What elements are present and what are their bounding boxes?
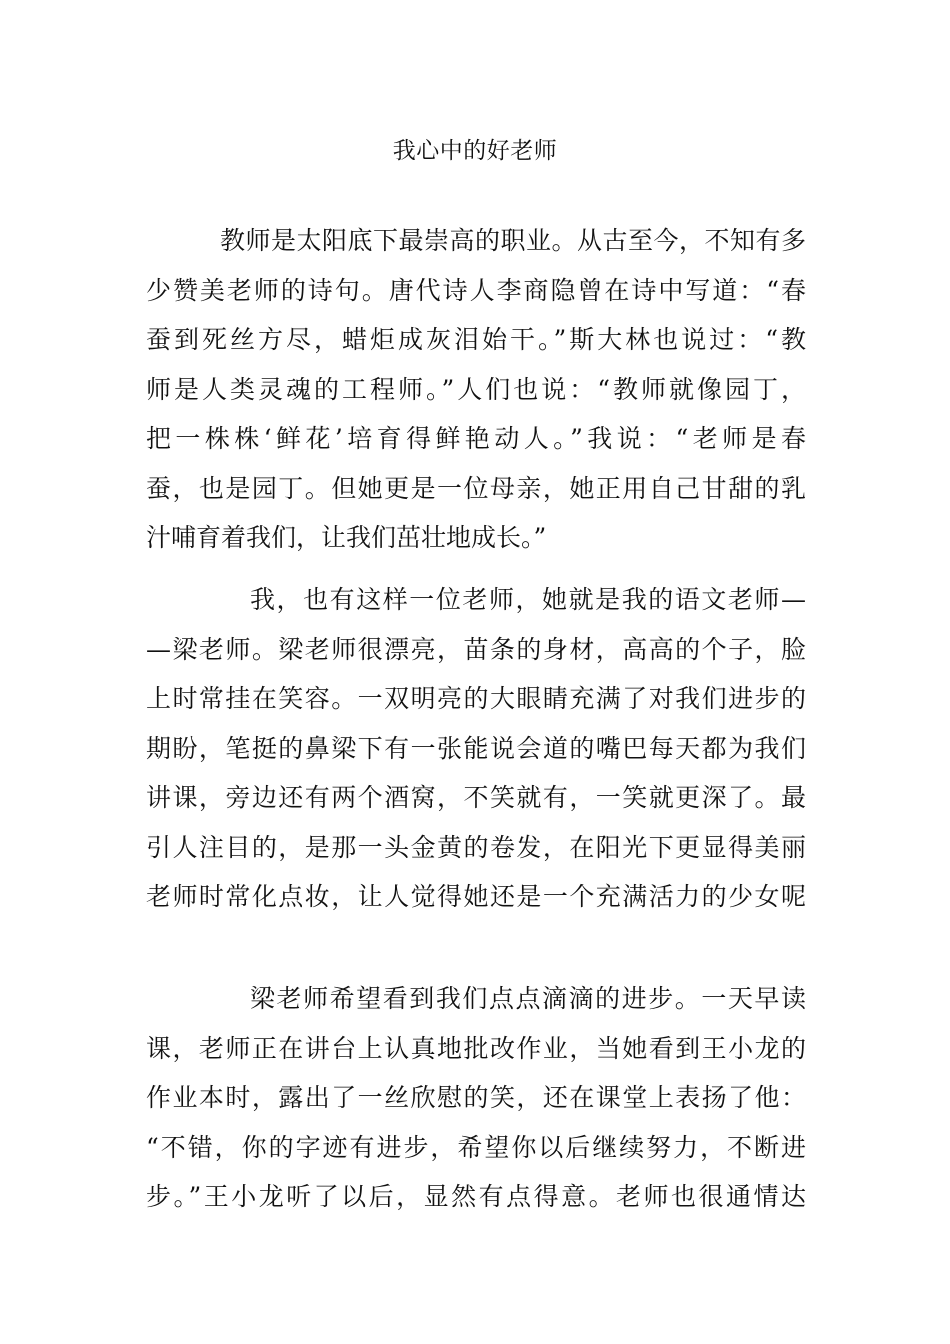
paragraph-line: 少赞美老师的诗句。唐代诗人李商隐曾在诗中写道：“春 <box>146 275 806 305</box>
paragraph-line: 教师是太阳底下最崇高的职业。从古至今，不知有多 <box>220 226 806 255</box>
paragraph-line: 讲课，旁边还有两个酒窝，不笑就有，一笑就更深了。最 <box>146 783 806 812</box>
paragraph-line: 老师时常化点妆，让人觉得她还是一个充满活力的少女呢 <box>146 882 806 911</box>
document-title: 我心中的好老师 <box>392 138 558 164</box>
paragraph-line: 我，也有这样一位老师，她就是我的语文老师— <box>250 585 806 614</box>
paragraph-1 <box>146 216 806 563</box>
paragraph-line: —梁老师。梁老师很漂亮，苗条的身材，高高的个子，脸 <box>146 634 806 664</box>
paragraph-3 <box>146 974 806 1222</box>
paragraph-line: 上时常挂在笑容。一双明亮的大眼睛充满了对我们进步的 <box>146 684 806 713</box>
paragraph-line: 蚕，也是园丁。但她更是一位母亲，她正用自己甘甜的乳 <box>146 473 806 503</box>
paragraph-line: 梁老师希望看到我们点点滴滴的进步。一天早读 <box>250 984 806 1013</box>
paragraph-line: 汁哺育着我们，让我们茁壮地成长。” <box>146 523 547 552</box>
paragraph-line: 作业本时，露出了一丝欣慰的笑，还在课堂上表扬了他： <box>146 1083 806 1112</box>
paragraph-line: 步。”王小龙听了以后，显然有点得意。老师也很通情达 <box>146 1182 806 1211</box>
paragraph-line: 期盼，笔挺的鼻梁下有一张能说会道的嘴巴每天都为我们 <box>146 733 806 763</box>
paragraph-line: 蚕到死丝方尽，蜡炬成灰泪始干。”斯大林也说过：“教 <box>146 325 806 354</box>
paragraph-line: 把一株株‘鲜花’培育得鲜艳动人。”我说：“老师是春 <box>146 424 806 453</box>
paragraph-line: 师是人类灵魂的工程师。”人们也说：“教师就像园丁， <box>146 374 806 404</box>
paragraph-line: “不错，你的字迹有进步，希望你以后继续努力，不断进 <box>146 1132 806 1162</box>
paragraph-line: 引人注目的，是那一头金黄的卷发，在阳光下更显得美丽 <box>146 832 806 862</box>
paragraph-2 <box>146 575 806 922</box>
paragraph-line: 课，老师正在讲台上认真地批改作业，当她看到王小龙的 <box>146 1033 806 1063</box>
